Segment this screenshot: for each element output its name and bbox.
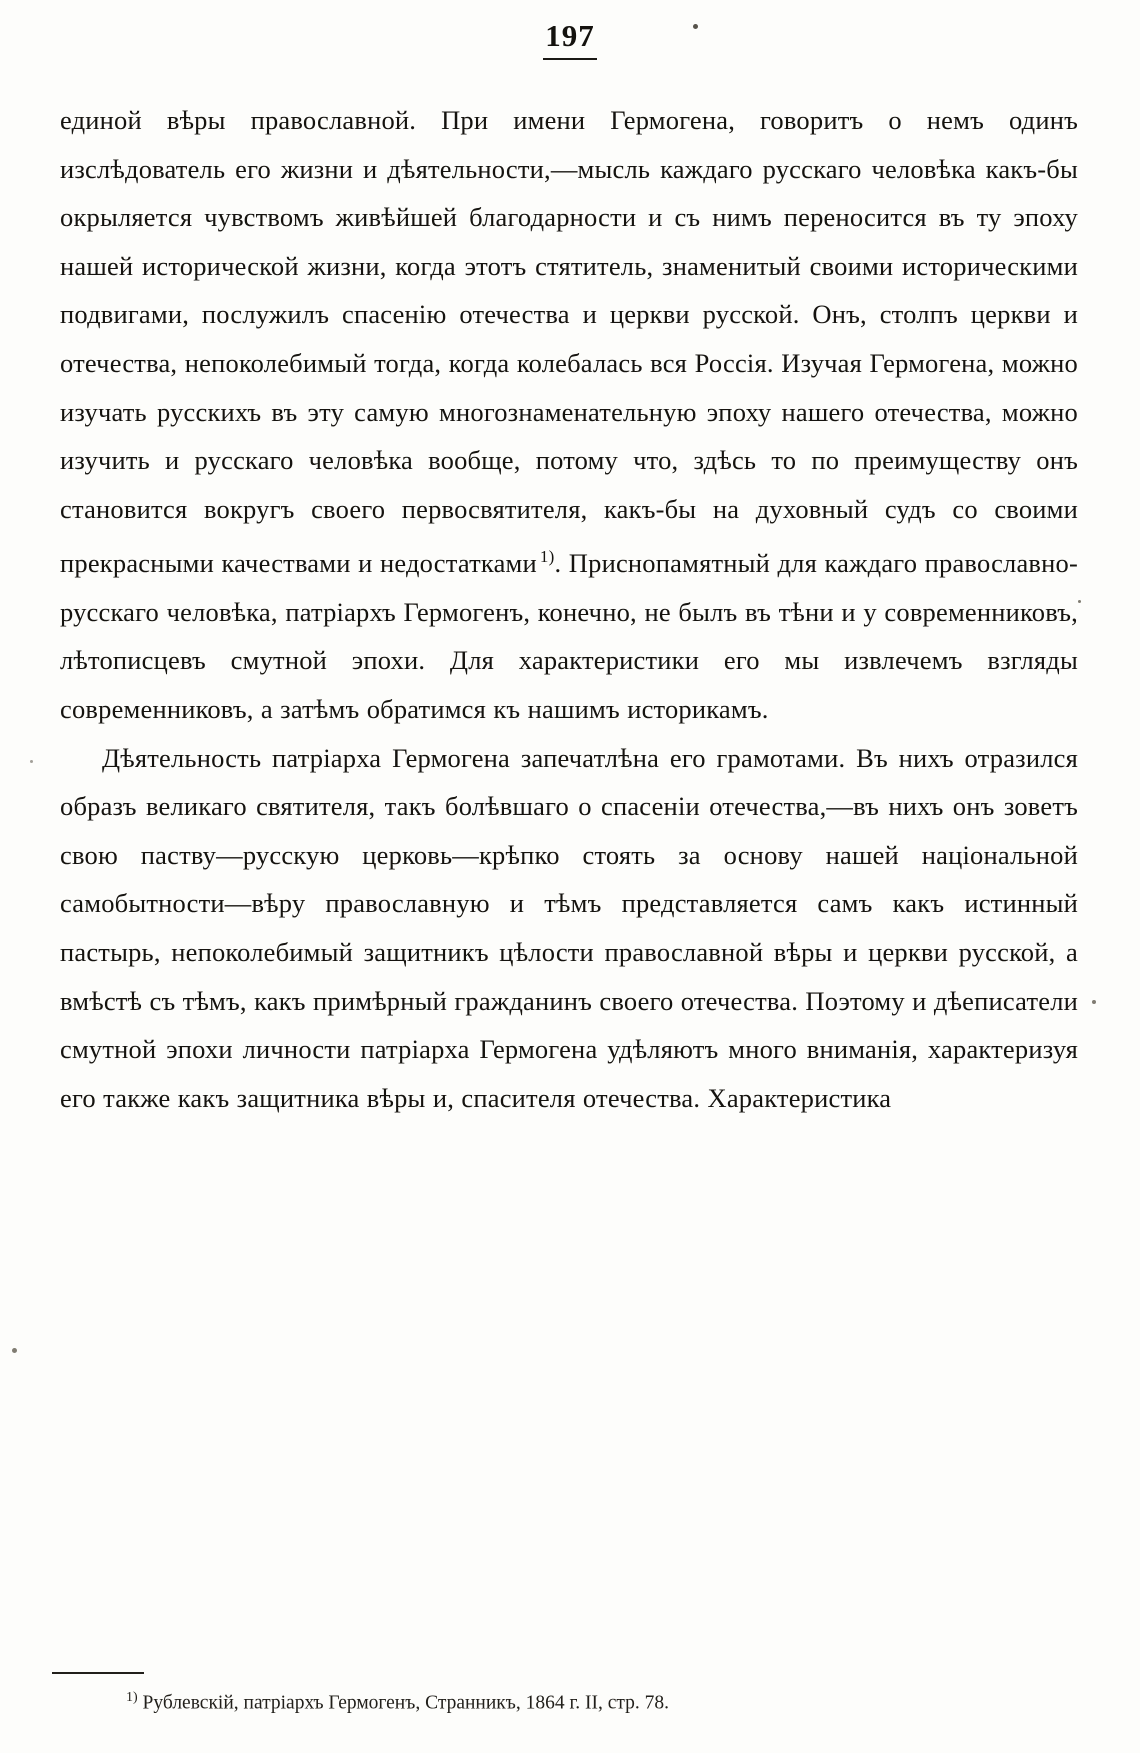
footnote-text: Рублевскій, патріархъ Гермогенъ, Странникъ, 1864 г. II, стр. 78. — [137, 1692, 670, 1714]
footnote — [60, 1684, 1078, 1718]
scan-speck-icon — [30, 760, 33, 763]
paragraph-2 — [60, 734, 1078, 1123]
footnote-marker: 1) — [126, 1690, 138, 1705]
paragraph-1 — [60, 96, 1078, 734]
footnote-reference-marker: 1) — [539, 547, 555, 567]
body-text-column — [60, 96, 1078, 1122]
page-header — [0, 18, 1140, 60]
paragraph-1-text: единой вѣры православной. При имени Гермогена, говоритъ о немъ одинъ изслѣдователь его жизни и дѣятельности,—мысль каждаго русскаго человѣка какъ-бы окрыляется чувствомъ живѣйшей благодарности и съ нимъ переносится въ ту эпоху нашей исторической жизни, когда этотъ стятитель, знаменитый своими историческими подвигами, послужилъ спасенію отечества и церкви русской. Онъ, столпъ церкви и отечества, непоколебимый тогда, когда колебалась вся Россія. Изучая Гермогена, можно изучать русскихъ въ эту самую многознаменательную эпоху нашего отечества, можно изучить и русскаго человѣка вообще, потому что, здѣсь то по преимуществу онъ становится вокругъ своего первосвятителя, какъ-бы на духовный судъ со своими прекрасными качествами и недостатками — [60, 105, 1078, 579]
scan-speck-icon — [1078, 600, 1081, 603]
scan-speck-icon — [1092, 1000, 1096, 1004]
paragraph-1-text-continued: . Приснопамятный для каждаго православно-русскаго человѣка, патріархъ Гермогенъ, конечно, не былъ въ тѣни и у современниковъ, лѣтописцевъ смутной эпохи. Для характеристики его мы извлечемъ взгляды современниковъ, а затѣмъ обратимся къ нашимъ историкамъ. — [60, 548, 1078, 724]
paragraph-2-text: Дѣятельность патріарха Гермогена запечатлѣна его грамотами. Въ нихъ отразился образъ великаго святителя, такъ болѣвшаго о спасеніи отечества,—въ нихъ онъ зоветъ свою паству—русскую церковь—крѣпко стоять за основу нашей національной самобытности—вѣру православную и тѣмъ представляется самъ какъ истинный пастырь, непоколебимый защитникъ цѣлости православной вѣры и церкви русской, а вмѣстѣ съ тѣмъ, какъ примѣрный гражданинъ своего отечества. Поэтому и дѣеписатели смутной эпохи личности патріарха Гермогена удѣляютъ много вниманія, характеризуя его также какъ защитника вѣры и, спасителя отечества. Характеристика — [60, 742, 1078, 1113]
scan-speck-icon — [693, 24, 698, 29]
page-number: 197 — [543, 18, 597, 60]
footnote-separator — [52, 1672, 144, 1674]
scan-speck-icon — [12, 1348, 17, 1353]
